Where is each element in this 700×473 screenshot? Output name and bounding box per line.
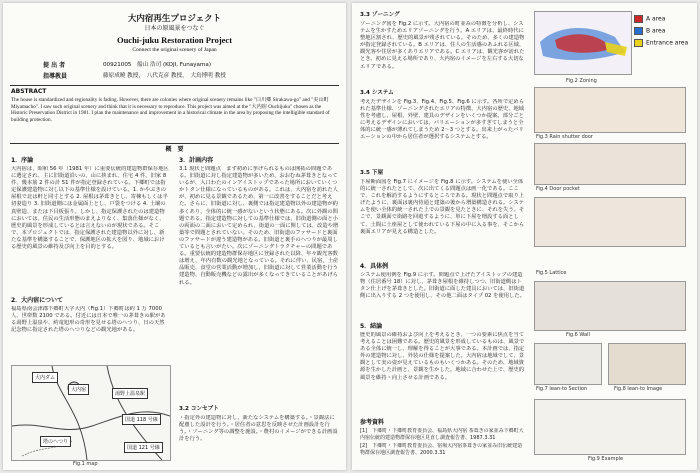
advisor-names: 藤原成曉 教授， 八代克彦 教授， 大鳥博明 教授 (103, 73, 226, 79)
map-label: 湯野上温泉駅 (112, 388, 148, 399)
door-pocket-figure (534, 143, 686, 185)
lean-to-image-figure (608, 343, 686, 385)
section-3-3-text: ゾーニング図を Fig.2 に示す。大内宿の町並みの特徴を分析し、システムを生かすためエリアゾーニングを行う。A エリアは、最終時代に整地区割され、歴史的風景が残されている。そのため、多くの建造物が指定登録されている。B エリアは、住人の生活感のあふれる区域、観光客や住居が多くありエリアである。C エリアは、観光客が訪れたとき、初めに見える場所であり、大内宿のイメージを左右する大切なエリアである。 (360, 21, 525, 70)
section-3-4-text: 考えたデザインを Fig.3、Fig.4、Fig.5、Fig.6 に示す。各所で定められた基準仕様、ゾーニングされたエリアの特徴、大内宿の歴史、地域性を考慮し、屋根、外壁、建具のデザインをいくつか提案。部分ごとに考えるデザインにおいては、バリエーションが多すぎてしまうと全体的に統一感が薄れてしまうため 2〜3 つとする。出来上がったバリエーションの中から居住者が選択するシステムとする。 (360, 99, 525, 141)
section-2-title: 2．大内宿について (11, 297, 64, 304)
reference-item: [1] 下郷町・下郷町教育委員会、福島県大内宿 茶葺きの家並み下郷町大内宿伝統的建造物群保存地区見直し調査報告書、1987.3.31 (360, 428, 524, 441)
legend-swatch (634, 15, 643, 23)
section-4-title: 4．具体例 (360, 263, 389, 270)
lattice-figure (534, 197, 686, 247)
fig2-caption: Fig.2 Zoning (566, 78, 597, 84)
zoning-map (535, 12, 631, 74)
section-3-3-title: 3.3 ゾーニング (360, 12, 400, 18)
section-4-text: システム使用例を Fig.9 に示す。問題点で上げたアイストップの建造物（住居番号 18）に対し、茅葺き屋根を維持しつつ、旧街道側はトタン仕上げを茅葺きとした。旧街道に面した建具においては、旧街道側に出入りする 2 つを使用し、その他二面はタイプ 02 を使用した。 (360, 272, 525, 300)
section-5-title: 5．結論 (360, 323, 383, 330)
subtitle-jp: 日本の原風景をつなぐ (144, 25, 205, 32)
section-3-text: 3.1 現状と問題点 まず初めに挙げられるものは開拓の問題である。旧街道に対し指定建造物が多いため、おおむね茅葺きとなっているが、入口わたのインアイストップであった場所においていくつかトタン仕様になっているものがある。これは、大内宿を訪れた人が、初めに見る景観であるため、第一に改善をすることだと考えた。さらに、旧街道に対し、裏側では指定建造物以外の建造物が約多くあり、全体的に統一感がないという状態にある。次に外観の問題である。指定建造物に対しての基準仕様では、旧街道側の面と小の両面の二面において定められ、街道の一面に関しては、改造や増築等で問題とされていない。そのため、旧街道のファサードと裏面のファサードが違う建造物がある。旧街道と裏手のへつりが最周しているとも言いがたい。次にゾーニングトラクチャーの問題である。重要伝統的建造物群保存地区に登録された以降、年々観光客数は増え、年内有数の観光地となっている。それに伴い、民宿、土産品販売、食堂の営業活動が増加し、旧街道に対して営業活動を行う建造物、自動販売機などの露出が多くなってきていることがあげられる。 (179, 166, 339, 286)
abstract-title: ABSTRACT (11, 88, 47, 95)
map-label: 大内ダム (32, 372, 58, 383)
legend-label: B area (646, 27, 666, 35)
rain-shutter-figure (534, 87, 686, 133)
map-label: 大内宿 (68, 384, 89, 395)
legend-swatch (634, 39, 643, 47)
presenter-name: 00921005 船山 浩司 (KOJI, Funayama) (103, 62, 212, 68)
legend-label: A area (646, 15, 666, 23)
left-page (3, 3, 346, 470)
reference-item: [2] 下郷町・下郷町教育委員会、宿場大内宿茶葺きの家並み旧伝統建造物群保存地区調査報告書、2000.3.31 (360, 443, 523, 456)
section-2-text: 福島県南会津郡下郷町大字大内（Fig.1）下郷町は約 1 万 7000 人、世帯数 2100 である。付近には日本で唯一の茅葺きの駅がある湯野上温泉や、約竜旭形の奇形を見せる塔のへつり、日の天然記念物に指定された塔のへつりなどの観光地がある。 (11, 306, 166, 334)
overview-label: 概 要 (165, 146, 184, 153)
subtitle-en: Connect the original scenery of Japan (132, 47, 217, 53)
fig9-caption: Fig.9 Example (588, 456, 624, 462)
fig8-caption: Fig.8 lean-to Image (614, 386, 663, 392)
fig7-caption: Fig.7 lean-to Section (536, 386, 588, 392)
section-3-title: 3．計画内容 (179, 157, 214, 164)
title-en: Ouchi-juku Restoration Project (116, 35, 233, 45)
lean-to-section-figure (534, 343, 602, 385)
legend-item (634, 15, 665, 23)
wall-figure (534, 281, 686, 331)
fig4-caption: Fig.4 Door pocket (536, 186, 580, 192)
abstract-text: The house is standardized and regionality is fading. However, there are colonies where original scenery remains like "白川郷 Sirakawa-go" and "美山町 Miyamacho". I saw such original scenery and think that it is necessary to reproduce. This project was aimed at the "大内宿 Ouchijuku" chosen as the Historic Preservation District in 1981. I plan the maintenance and improvement in a historical climate in the area by proposing the intelligible standard of building protection. (11, 97, 330, 123)
fig6-caption: Fig.6 Wall (566, 332, 590, 338)
fig3-caption: Fig.3 Rain shutter door (536, 134, 593, 140)
presenter-label: 提 出 者 (43, 62, 66, 69)
section-3-5-text: 下屋断面図を Fig.7 にイメージを Fig.8 に示す。システムを使い全体的に統一されたとして、次に出てくる問題点は画一化である。ここで、これを解消するようにするところである。現状と問題点で取り上げたように、裏面は裏内侍通と建築の後から増築構造される。システムを使い全体的統一された上での景観を見たときに、それを失う。そこで、景観面で街路を回遊するように、単に下屋を増設する面として、土間に土座屋として使われている下屋の中に入る事を、そこから裏面エリアが見える構造とした。 (360, 179, 525, 235)
map-figure (11, 365, 171, 461)
legend-item (634, 39, 688, 47)
section-1-title: 1．序論 (11, 157, 34, 164)
section-5-text: 歴史的風景の維持および向上を考えるとき、一つの要素に焦点を当て考えることは困難である。歴史的風景を形成しているものは、風景である全体に統一し、理解を得ることが大事である。本計画では、指定外の建造物に対し、外装の仕様を提案した。大内宿は地域でして、景観として実の姿が見えているものもいくつかある。そのため、地域資源を生かした計画と、景観を生かした。地域に合わせた上で、歴史的風景を維持・向上させる計画である。 (360, 332, 525, 381)
example-figure (534, 399, 686, 455)
fig1-caption: Fig.1 map (73, 461, 98, 467)
map-label: 国道 121 号線 (124, 442, 163, 453)
fig5-caption: Fig.5 Lattice (536, 270, 567, 276)
legend-label: Entrance area (646, 39, 689, 47)
legend-item (634, 27, 665, 35)
divider (10, 143, 339, 144)
map-label: 国道 118 号線 (122, 414, 161, 425)
section-1-text: 大内宿は、昭和 56 年（1981 年）に重要伝統的建造物群保存地区に選定され、主に旧街道沿いの、山に挟まれ、住宅 4 件、旧家 8 件、幾本筋 2 件の計 51 件が指定登録されている。下郷町では指定保護建造物に対し以下の基準仕様を設けている。1. かやぶきの屋根で北は軒と同寸とする 2. 屋根は茅葺きとし、寄棟もしくは半切妻造り 3. 旧街道側には金属面上とし、戸袋をつける 4. 土壌の真壁造、または下目板張り。しかし、指定保護されたのは建造物においては、住民の生活形態のまえよりなく、集落仕様がなく、歴史的風景を形成しているとは言えないのが現状である。そこで、本プロジェクトでは、指定保護された建造物以外に対し、新たな基準を構築することで、保護地区の拡大を図り、地域における歴史的風景の維持及び向上を目的とする。 (11, 166, 169, 251)
zoning-figure (534, 11, 632, 75)
references-title: 参考資料 (360, 419, 385, 426)
advisor-label: 指導教員 (43, 73, 68, 80)
right-page (352, 3, 697, 470)
section-3-4-title: 3.4 システム (360, 90, 394, 96)
map-label: 塔のへつり (40, 436, 71, 447)
section-3-5-title: 3.5 下屋 (360, 170, 384, 176)
divider (10, 85, 339, 86)
title-jp: 大内宿再生プロジェクト (127, 14, 222, 24)
section-3-2-text: ・指定外の建造物に対し、新たなシステムを構築する。・景観法に配慮した設計を行う。・居住者の意思を反映させた計画設計を行う。・ゾーニング等の調整を施設。・農村のイメージができる計画設計を行う。 (179, 415, 338, 443)
legend-swatch (634, 27, 643, 35)
section-3-2-title: 3.2 コンセプト (179, 406, 219, 412)
